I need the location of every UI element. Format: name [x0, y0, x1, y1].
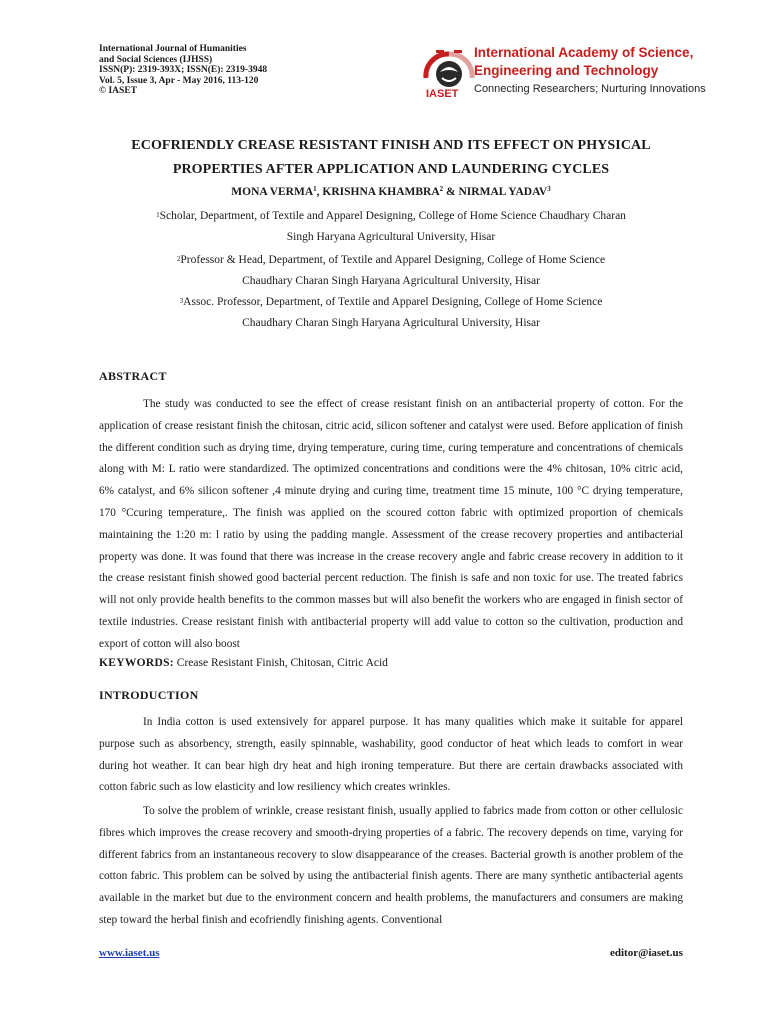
- affiliation-line: Scholar, Department, of Textile and Apparel Designing, College of Home Science Chaudhary Charan: [159, 210, 626, 222]
- keywords-list: Crease Resistant Finish, Chitosan, Citric Acid: [176, 657, 388, 669]
- affiliation-sup: 3: [179, 297, 184, 305]
- paper-title: [99, 134, 683, 182]
- intro-paragraph-1: In India cotton is used extensively for apparel purpose. It has many qualities which make it suitable for apparel purpose such as absorbency, strength, easily spinnable, washability, good conductor of heat which leads to comfort in wear during hot weather. It can bear high dry heat and high ironing temperature. But there are certain drawbacks associated with cotton fabric such as low elasticity and low resiliency which creates wrinkles.: [99, 716, 683, 794]
- footer-email: editor@iaset.us: [610, 947, 683, 959]
- affiliation-line: Assoc. Professor, Department, of Textile and Apparel Designing, College of Home Science: [183, 296, 603, 308]
- footer-website-link[interactable]: www.iaset.us: [99, 947, 160, 959]
- author-name: KRISHNA KHAMBRA: [322, 186, 440, 198]
- paper-title-line1: ECOFRIENDLY CREASE RESISTANT FINISH AND ITS EFFECT ON PHYSICAL: [131, 138, 651, 153]
- abstract-text: The study was conducted to see the effect of crease resistant finish on an antibacterial property of cotton. For the application of crease resistant finish the chitosan, citric acid, silicon softener and catalyst were used. Before application of finish the different condition such as drying time, drying temperature, curing time, curing temperature and concentrations of chemicals along with M: L ratio were standardized. The optimized concentrations and conditions were the 4% chitosan, 10% citric acid, 6% catalyst, and 6% silicon softener ,4 minute drying and curing time, treatment time 15 minute, 100 °C drying temperature, 170 °Ccuring temperature,. The finish was applied on the scoured cotton fabric with optimized proportion of chemicals maintaining the 1:20 m: l ratio by using the padding mangle. Assessment of the crease recovery properties and antibacterial property was done. It was found that there was increase in the crease recovery angle and fabric crease recovery in addition to it the crease resistant finish showed good bacterial percent reduction. The finish is safe and non toxic for use. The treated fabrics will not only provide health benefits to the common masses but will also benefit the workers who are engaged in finish sector of textile industries. Crease resistant finish with antibacterial property will add value to cotton so the cultivation, production and export of cotton will also boost: [99, 398, 683, 650]
- abstract-heading: ABSTRACT: [99, 369, 167, 383]
- keywords: [99, 657, 388, 669]
- journal-name-line2: and Social Sciences (IJHSS): [99, 54, 213, 65]
- author-sup: 1: [313, 185, 317, 193]
- author-sep: ,: [316, 186, 323, 198]
- publisher-block: [474, 44, 706, 96]
- affiliation-sup: 2: [176, 255, 181, 263]
- paper-title-line2: PROPERTIES AFTER APPLICATION AND LAUNDERING CYCLES: [172, 162, 610, 177]
- author-sup: 2: [439, 185, 444, 193]
- journal-issn: ISSN(P): 2319-393X; ISSN(E): 2319-3948: [99, 65, 268, 76]
- author-sep: &: [443, 186, 459, 198]
- affiliation-line: Professor & Head, Department, of Textile and Apparel Designing, College of Home Science: [180, 254, 606, 266]
- affiliation-line: Singh Haryana Agricultural University, Hisar: [286, 231, 496, 243]
- introduction-heading: INTRODUCTION: [99, 688, 199, 702]
- publisher-tagline: Connecting Researchers; Nurturing Innovations: [474, 83, 706, 95]
- keywords-label: KEYWORDS:: [99, 657, 174, 669]
- logo-text: IASET: [426, 88, 459, 100]
- journal-copyright: © IASET: [99, 86, 137, 97]
- author-sup: 3: [547, 185, 551, 193]
- journal-name-line1: International Journal of Humanities: [99, 44, 247, 54]
- journal-info: [99, 44, 267, 97]
- author-name: MONA VERMA: [231, 186, 314, 198]
- affiliation-1: [99, 206, 683, 248]
- publisher-name-line2: Engineering and Technology: [474, 63, 659, 78]
- intro-paragraph-2: To solve the problem of wrinkle, crease resistant finish, usually applied to fabrics made from cotton or other cellulosic fibres which improves the crease recovery and smooth-drying properties of a fabric. The recovery depends on time, varying for different fabrics from an instantaneous recovery to slow disappearance of the creases. Bacterial growth is another problem of the cotton fabric. This problem can be solved by using the antibacterial finish agents. There are many synthetic antibacterial agents available in the market but due to the environment concern and health problems, the manufacturers and consumers are making step toward the herbal finish and ecofriendly finishing agents. Conventional: [99, 805, 683, 926]
- affiliation-2: [99, 250, 683, 292]
- publisher-name-line1: International Academy of Science,: [474, 45, 694, 60]
- author-list: [99, 186, 683, 198]
- journal-volume: Vol. 5, Issue 3, Apr - May 2016, 113-120: [99, 75, 259, 86]
- affiliation-3: [99, 292, 683, 334]
- affiliation-line: Chaudhary Charan Singh Haryana Agricultural University, Hisar: [242, 275, 540, 287]
- affiliation-sup: 1: [156, 211, 160, 219]
- author-name: NIRMAL YADAV: [458, 186, 548, 198]
- affiliation-line: Chaudhary Charan Singh Haryana Agricultural University, Hisar: [242, 317, 540, 329]
